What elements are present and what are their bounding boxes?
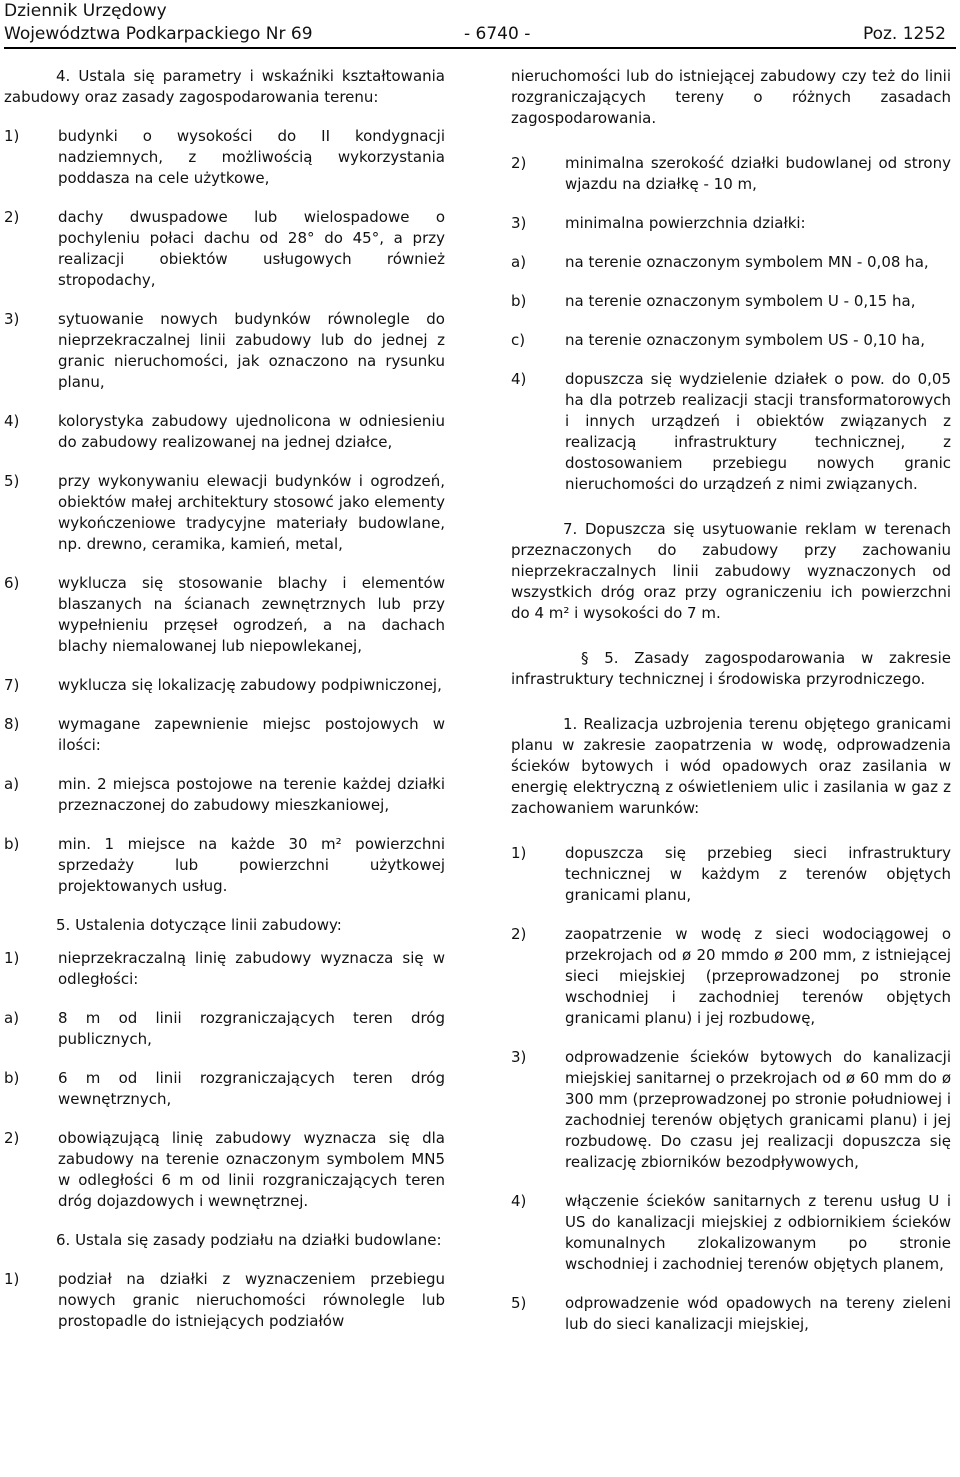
list-item-marker: 3) <box>4 310 20 328</box>
list-6-continued <box>511 153 951 495</box>
list-item-text: wyklucza się lokalizację zabudowy podpiwniczonej, <box>58 676 442 694</box>
list-item <box>511 843 951 906</box>
list-item-marker: 5) <box>511 1294 527 1312</box>
list-item-marker: 2) <box>511 925 527 943</box>
list-item <box>511 153 951 195</box>
list-5 <box>4 948 445 1212</box>
section-5-heading: § 5. Zasady zagospodarowania w zakresie infrastruktury technicznej i środowiska przyrodniczego. <box>511 649 951 688</box>
list-item <box>4 207 445 291</box>
list-item-text: min. 2 miejsca postojowe na terenie każdej działki przeznaczonej do zabudowy mieszkaniowej, <box>58 775 445 814</box>
paragraph-6: 6. Ustala się zasady podziału na działki budowlane: <box>56 1231 442 1249</box>
list-item-text: obowiązującą linię zabudowy wyznacza się dla zabudowy na terenie oznaczonym symbolem MN5 w odległości 6 m od linii rozgraniczających teren dróg dojazdowych i wewnętrznej. <box>58 1129 445 1210</box>
list-item-text: na terenie oznaczonym symbolem MN - 0,08 ha, <box>565 253 929 271</box>
list-item-text: zaopatrzenie w wodę z sieci wodociągowej o przekrojach od ø 20 mmdo ø 200 mm, z istniejącej sieci miejskiej (przeprowadzonej po stronie wschodniej i zachodniej terenów objętych granicami planu) i jej rozbudowę, <box>565 925 951 1027</box>
list-item-marker: b) <box>511 292 527 310</box>
list-item <box>4 834 445 897</box>
list-item-text: włączenie ścieków sanitarnych z terenu usług U i US do kanalizacji miejskiej z odbiornikiem ścieków komunalnych zlokalizowanym po stronie wschodniej i zachodniej terenów objętych planem, <box>565 1192 951 1273</box>
list-item-marker: 6) <box>4 574 20 592</box>
list-item <box>4 471 445 555</box>
list-item-text: odprowadzenie ścieków bytowych do kanalizacji miejskiej sanitarnej o przekrojach od ø 60 mm do ø 300 mm (przeprowadzonej po stronie południowej i zachodniej terenów objętych granicami planu) i jej rozbudowę. Do czasu jej realizacji dopuszcza się realizację zbiorników bezodpływowych, <box>565 1048 951 1171</box>
list-item <box>4 948 445 990</box>
list-item-text: na terenie oznaczonym symbolem U - 0,15 ha, <box>565 292 916 310</box>
list-item <box>4 1128 445 1212</box>
list-item-text: 6 m od linii rozgraniczających teren dróg wewnętrznych, <box>58 1069 445 1108</box>
header-rule <box>4 47 956 49</box>
journal-title: Dziennik Urzędowy <box>4 1 167 21</box>
list-item-text: dachy dwuspadowe lub wielospadowe o pochyleniu połaci dachu od 28° do 45°, a przy realizacji obiektów usługowych również stropodachy, <box>58 208 445 289</box>
list-item <box>511 213 951 234</box>
list-1 <box>511 843 951 1335</box>
list-item <box>511 330 951 351</box>
list-item-text: wyklucza się stosowanie blachy i elementów blaszanych na ścianach zewnętrznych lub przy wypełnieniu przęseł ogrodzeń, a na dachach blachy niemalowanej lub niepowlekanej, <box>58 574 445 655</box>
list-item-text: odprowadzenie wód opadowych na tereny zieleni lub do sieci kanalizacji miejskiej, <box>565 1294 951 1333</box>
right-column <box>511 66 951 1353</box>
position-number: Poz. 1252 <box>862 24 946 44</box>
list-item <box>4 675 445 696</box>
list-item-text: nieprzekraczalną linię zabudowy wyznacza się w odległości: <box>58 949 445 988</box>
list-item <box>511 924 951 1029</box>
list-item-marker: a) <box>511 253 527 271</box>
list-item-text: minimalna szerokość działki budowlanej od strony wjazdu na działkę - 10 m, <box>565 154 951 193</box>
paragraph-7: 7. Dopuszcza się usytuowanie reklam w terenach przeznaczonych do zabudowy przy zachowaniu nieprzekraczalnych linii zabudowy wyznaczonych od wszystkich dróg oraz przy ograniczeniu ich powierzchni do 4 m² i wysokości do 7 m. <box>511 520 951 622</box>
list-item-marker: 2) <box>511 154 527 172</box>
list-item <box>4 573 445 657</box>
list-item <box>4 714 445 756</box>
list-item-text: budynki o wysokości do II kondygnacji nadziemnych, z możliwością wykorzystania poddasza na cele użytkowe, <box>58 127 445 187</box>
list-item <box>4 126 445 189</box>
publication-name: Województwa Podkarpackiego Nr 69 <box>4 24 313 44</box>
list-item-marker: 1) <box>511 844 527 862</box>
list-item-marker: a) <box>4 775 20 793</box>
list-item-text: dopuszcza się przebieg sieci infrastruktury technicznej w każdym z terenów objętych granicami planu, <box>565 844 951 904</box>
list-item <box>4 1008 445 1050</box>
list-item-marker: 2) <box>4 208 20 226</box>
list-item-marker: 4) <box>511 1192 527 1210</box>
list-item <box>4 309 445 393</box>
list-item-marker: a) <box>4 1009 20 1027</box>
page-number: - 6740 - <box>464 24 531 44</box>
left-column <box>4 66 445 1350</box>
list-item-marker: 4) <box>511 370 527 388</box>
paragraph-1: 1. Realizacja uzbrojenia terenu objętego granicami planu w zakresie zaopatrzenia w wodę, odprowadzenia ścieków bytowych i wód opadowych oraz zasilania w energię elektryczną z oświetleniem ulic i zasilania w gaz z zachowaniem warunków: <box>511 715 951 817</box>
list-item <box>511 1191 951 1275</box>
list-item-text: przy wykonywaniu elewacji budynków i ogrodzeń, obiektów małej architektury stosowć jako elementy wykończeniowe tradycyjne materiały budowlane, np. drewno, ceramika, kamień, metal, <box>58 472 445 553</box>
list-item <box>4 1269 445 1332</box>
paragraph-5: 5. Ustalenia dotyczące linii zabudowy: <box>56 916 342 934</box>
list-item <box>511 1047 951 1173</box>
list-item <box>511 369 951 495</box>
list-6 <box>4 1269 445 1332</box>
list-item-text: kolorystyka zabudowy ujednolicona w odniesieniu do zabudowy realizowanej na jednej działce, <box>58 412 445 451</box>
list-item <box>4 1068 445 1110</box>
list-item-marker: 7) <box>4 676 20 694</box>
paragraph-4: 4. Ustala się parametry i wskaźniki kształtowania zabudowy oraz zasady zagospodarowania terenu: <box>4 67 445 106</box>
list-item-text: podział na działki z wyznaczeniem przebiegu nowych granic nieruchomości równolegle lub prostopadle do istniejących podziałów <box>58 1270 445 1330</box>
list-item-text: dopuszcza się wydzielenie działek o pow. do 0,05 ha dla potrzeb realizacji stacji transformatorowych i innych urządzeń i obiektów związanych z realizacją infrastruktury technicznej, z dostosowaniem przebiegu nowych granic nieruchomości do urządzeń z nimi związanych. <box>565 370 951 493</box>
continued-text: nieruchomości lub do istniejącej zabudowy czy też do linii rozgraniczających tereny o różnych zasadach zagospodarowania. <box>511 67 951 127</box>
list-4 <box>4 126 445 897</box>
list-item-marker: 2) <box>4 1129 20 1147</box>
list-item-text: minimalna powierzchnia działki: <box>565 214 806 232</box>
list-item-marker: 8) <box>4 715 20 733</box>
list-item-text: 8 m od linii rozgraniczających teren dróg publicznych, <box>58 1009 445 1048</box>
list-item-marker: b) <box>4 835 20 853</box>
list-item-marker: 5) <box>4 472 20 490</box>
list-item <box>4 411 445 453</box>
list-item-text: wymagane zapewnienie miejsc postojowych w ilości: <box>58 715 445 754</box>
list-item <box>511 1293 951 1335</box>
list-item-text: na terenie oznaczonym symbolem US - 0,10 ha, <box>565 331 925 349</box>
list-item <box>4 774 445 816</box>
list-item-text: min. 1 miejsce na każde 30 m² powierzchni sprzedaży lub powierzchni użytkowej projektowanych usług. <box>58 835 445 895</box>
list-item-marker: 4) <box>4 412 20 430</box>
list-item-marker: 3) <box>511 1048 527 1066</box>
list-item-marker: 1) <box>4 1270 20 1288</box>
page-header <box>4 0 954 48</box>
list-item-marker: b) <box>4 1069 20 1087</box>
list-item-marker: 1) <box>4 949 20 967</box>
list-item-marker: 3) <box>511 214 527 232</box>
list-item <box>511 252 951 273</box>
list-item <box>511 291 951 312</box>
list-item-text: sytuowanie nowych budynków równolegle do nieprzekraczalnej linii zabudowy lub do jednej z granic nieruchomości, jak oznaczono na rysunku planu, <box>58 310 445 391</box>
list-item-marker: c) <box>511 331 526 349</box>
list-item-marker: 1) <box>4 127 20 145</box>
